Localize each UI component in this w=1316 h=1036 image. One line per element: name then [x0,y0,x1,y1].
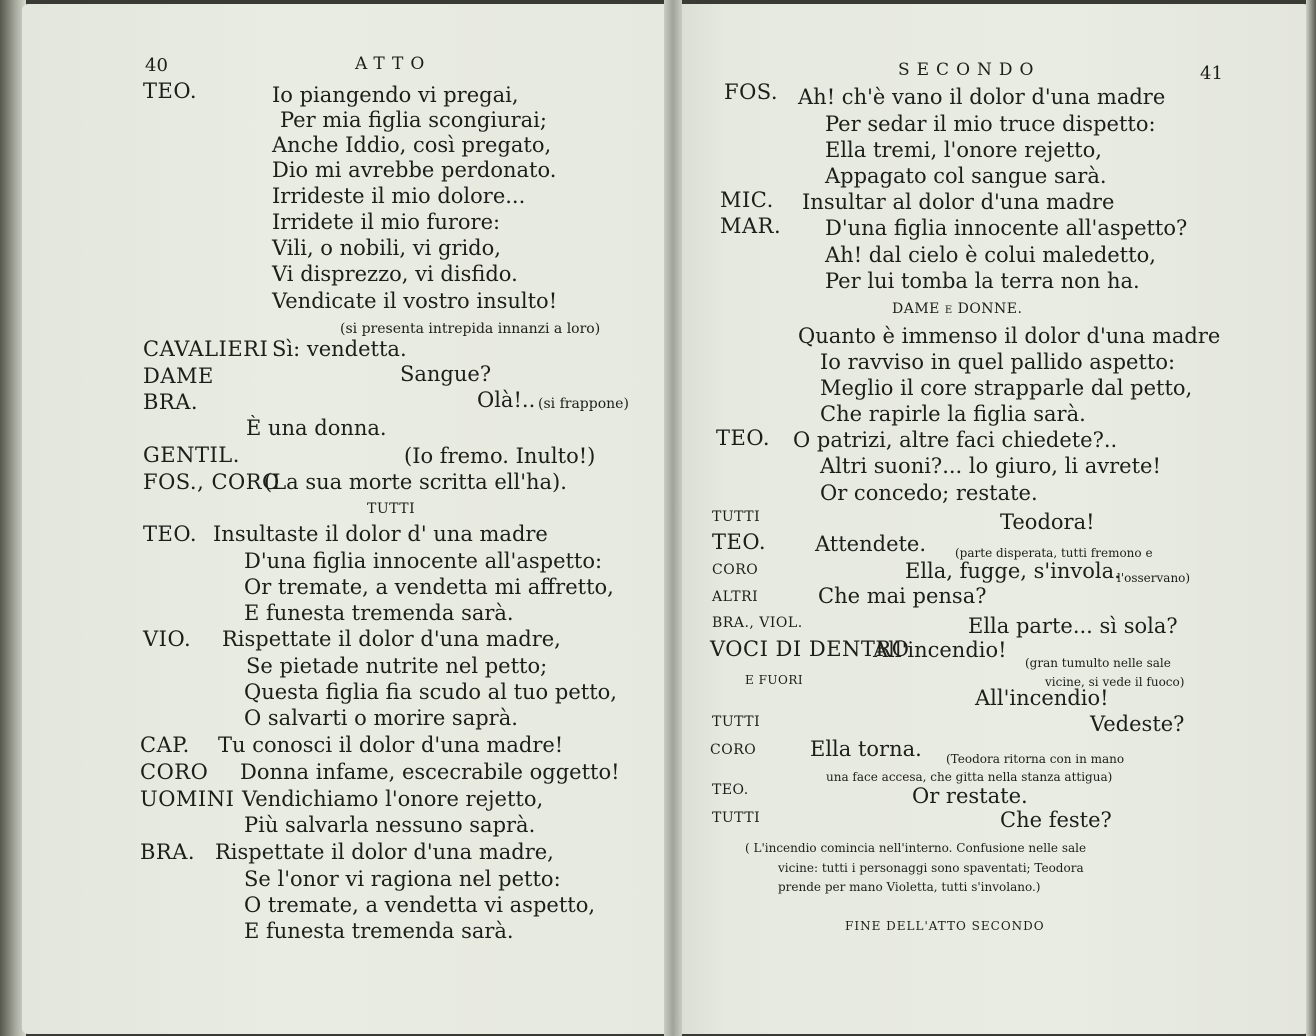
verse-line: D'una figlia innocente all'aspetto: [244,549,603,573]
speaker: DAME [143,364,214,388]
verse-line: Meglio il core strapparle dal petto, [820,376,1193,400]
verse-line: Vi disprezzo, vi disfido. [272,262,518,286]
speaker: CORO [712,562,759,578]
verse-line: Tu conosci il dolor d'una madre! [218,733,564,757]
speaker: CAP. [140,733,190,757]
verse-line: D'una figlia innocente all'aspetto? [825,216,1188,240]
verse-line: Or restate. [912,784,1028,808]
end-of-act-marker: FINE DELL'ATTO SECONDO [845,919,1045,933]
stage-direction: ( L'incendio comincia nell'interno. Confusione nelle sale [745,841,1087,855]
stage-direction: vicine, si vede il fuoco) [1045,675,1185,689]
speaker: E FUORI [745,673,804,687]
verse-line: Or concedo; restate. [820,481,1038,505]
speaker: BRA., VIOL. [712,615,803,631]
verse-line: All'incendio! [873,638,1007,662]
verse-line: (La sua morte scritta ell'ha). [264,470,567,494]
speaker: TEO. [716,426,770,450]
stage-direction: (si presenta intrepida innanzi a loro) [340,321,601,337]
verse-line: Vendichiamo l'onore rejetto, [242,787,544,811]
verse-line: Irridete il mio furore: [272,210,501,234]
speaker-heading: DAME e DONNE. [892,301,1023,317]
verse-line: Io ravviso in quel pallido aspetto: [820,350,1176,374]
verse-line: Vendicate il vostro insulto! [272,289,558,313]
verse-line: O tremate, a vendetta vi aspetto, [244,893,596,917]
verse-line: Ella, fugge, s'invola. [905,559,1121,583]
verse-line: Insultaste il dolor d' una madre [213,522,548,546]
verse-line: E funesta tremenda sarà. [244,601,514,625]
speaker-heading: TUTTI [367,501,416,517]
verse-line: O salvarti o morire saprà. [244,706,518,730]
speaker: FOS., CORO [143,470,280,494]
verse-line: Irrideste il mio dolore... [272,184,526,208]
verse-line: È una donna. [246,416,387,440]
verse-line: Olà!.. [477,388,536,412]
verse-line: Quanto è immenso il dolor d'una madre [798,324,1221,348]
verse-line: Ah! dal cielo è colui maledetto, [825,243,1156,267]
verse-line: Ella torna. [810,737,922,761]
speaker: GENTIL. [143,443,240,467]
verse-line: Ah! ch'è vano il dolor d'una madre [798,85,1166,109]
stage-direction: una face accesa, che gitta nella stanza attigua) [826,770,1113,784]
verse-line: Per lui tomba la terra non ha. [825,269,1140,293]
verse-line: Ella tremi, l'onore rejetto, [825,138,1102,162]
verse-line: Che rapirle la figlia sarà. [820,402,1086,426]
verse-line: Per sedar il mio truce dispetto: [825,112,1156,136]
stage-direction: (gran tumulto nelle sale [1025,656,1171,670]
speaker: TEO. [712,530,766,554]
verse-line: O patrizi, altre faci chiedete?.. [793,428,1118,452]
verse-line: Per mia figlia scongiurai; [280,108,547,132]
speaker: VOCI DI DENTRO [710,637,910,661]
speaker: CAVALIERI [143,337,269,361]
speaker: CORO [710,742,757,758]
verse-line: All'incendio! [975,686,1109,710]
verse-line: Rispettate il dolor d'una madre, [222,627,561,651]
verse-line: Insultar al dolor d'una madre [802,190,1115,214]
speaker: BRA. [140,840,196,864]
stage-direction: (si frappone) [538,396,629,412]
verse-line: Ella parte... sì sola? [968,614,1178,638]
speaker: ALTRI [712,589,759,605]
verse-line: Altri suoni?... lo giuro, li avrete! [820,454,1161,478]
running-head-right: SECONDO [898,60,1041,80]
speaker: MAR. [720,214,782,238]
speaker: UOMINI [140,787,235,811]
verse-line: Io piangendo vi pregai, [272,83,519,107]
verse-line: Sì: vendetta. [272,337,407,361]
stage-direction: (Teodora ritorna con in mano [946,752,1125,766]
verse-line: Appagato col sangue sarà. [825,164,1107,188]
speaker: TEO. [712,782,749,798]
speaker: TEO. [143,522,197,546]
running-head-left: ATTO [355,54,432,74]
verse-line: Or tremate, a vendetta mi affretto, [244,575,614,599]
verse-line: Rispettate il dolor d'una madre, [215,840,554,864]
stage-direction: prende per mano Violetta, tutti s'involano.) [778,880,1041,894]
speaker: TUTTI [712,714,761,730]
book-gutter [664,0,682,1036]
speaker: MIC. [720,188,774,212]
speaker: CORO [140,760,209,784]
verse-line: Che mai pensa? [818,584,987,608]
verse-line: (Io fremo. Inulto!) [404,444,596,468]
verse-line: E funesta tremenda sarà. [244,919,514,943]
verse-line: Vili, o nobili, vi grido, [272,236,501,260]
verse-line: Vedeste? [1090,712,1185,736]
verse-line: Che feste? [1000,808,1112,832]
stage-direction: vicine: tutti i personaggi sono spaventati; Teodora [778,861,1084,875]
verse-line: Questa figlia fia scudo al tuo petto, [244,680,617,704]
verse-line: Sangue? [400,362,492,386]
verse-line: Se l'onor vi ragiona nel petto: [244,867,561,891]
verse-line: Donna infame, escecrabile oggetto! [240,760,620,784]
verse-line: Anche Iddio, così pregato, [272,133,552,157]
book-edge-right [1306,0,1316,1036]
speaker: FOS. [724,80,779,104]
verse-line: Teodora! [1000,510,1095,534]
stage-direction: l'osservano) [1117,571,1191,585]
page-number-left: 40 [145,55,168,76]
speaker: TEO. [143,79,197,103]
speaker: BRA. [143,390,199,414]
verse-line: Se pietade nutrite nel petto; [246,654,548,678]
verse-line: Attendete. [815,532,927,556]
verse-line: Dio mi avrebbe perdonato. [272,158,557,182]
stage-direction: (parte disperata, tutti fremono e [955,546,1153,560]
speaker: TUTTI [712,810,761,826]
speaker: VIO. [143,627,192,651]
page-number-right: 41 [1200,63,1223,84]
speaker: TUTTI [712,509,761,525]
verse-line: Più salvarla nessuno saprà. [244,813,536,837]
